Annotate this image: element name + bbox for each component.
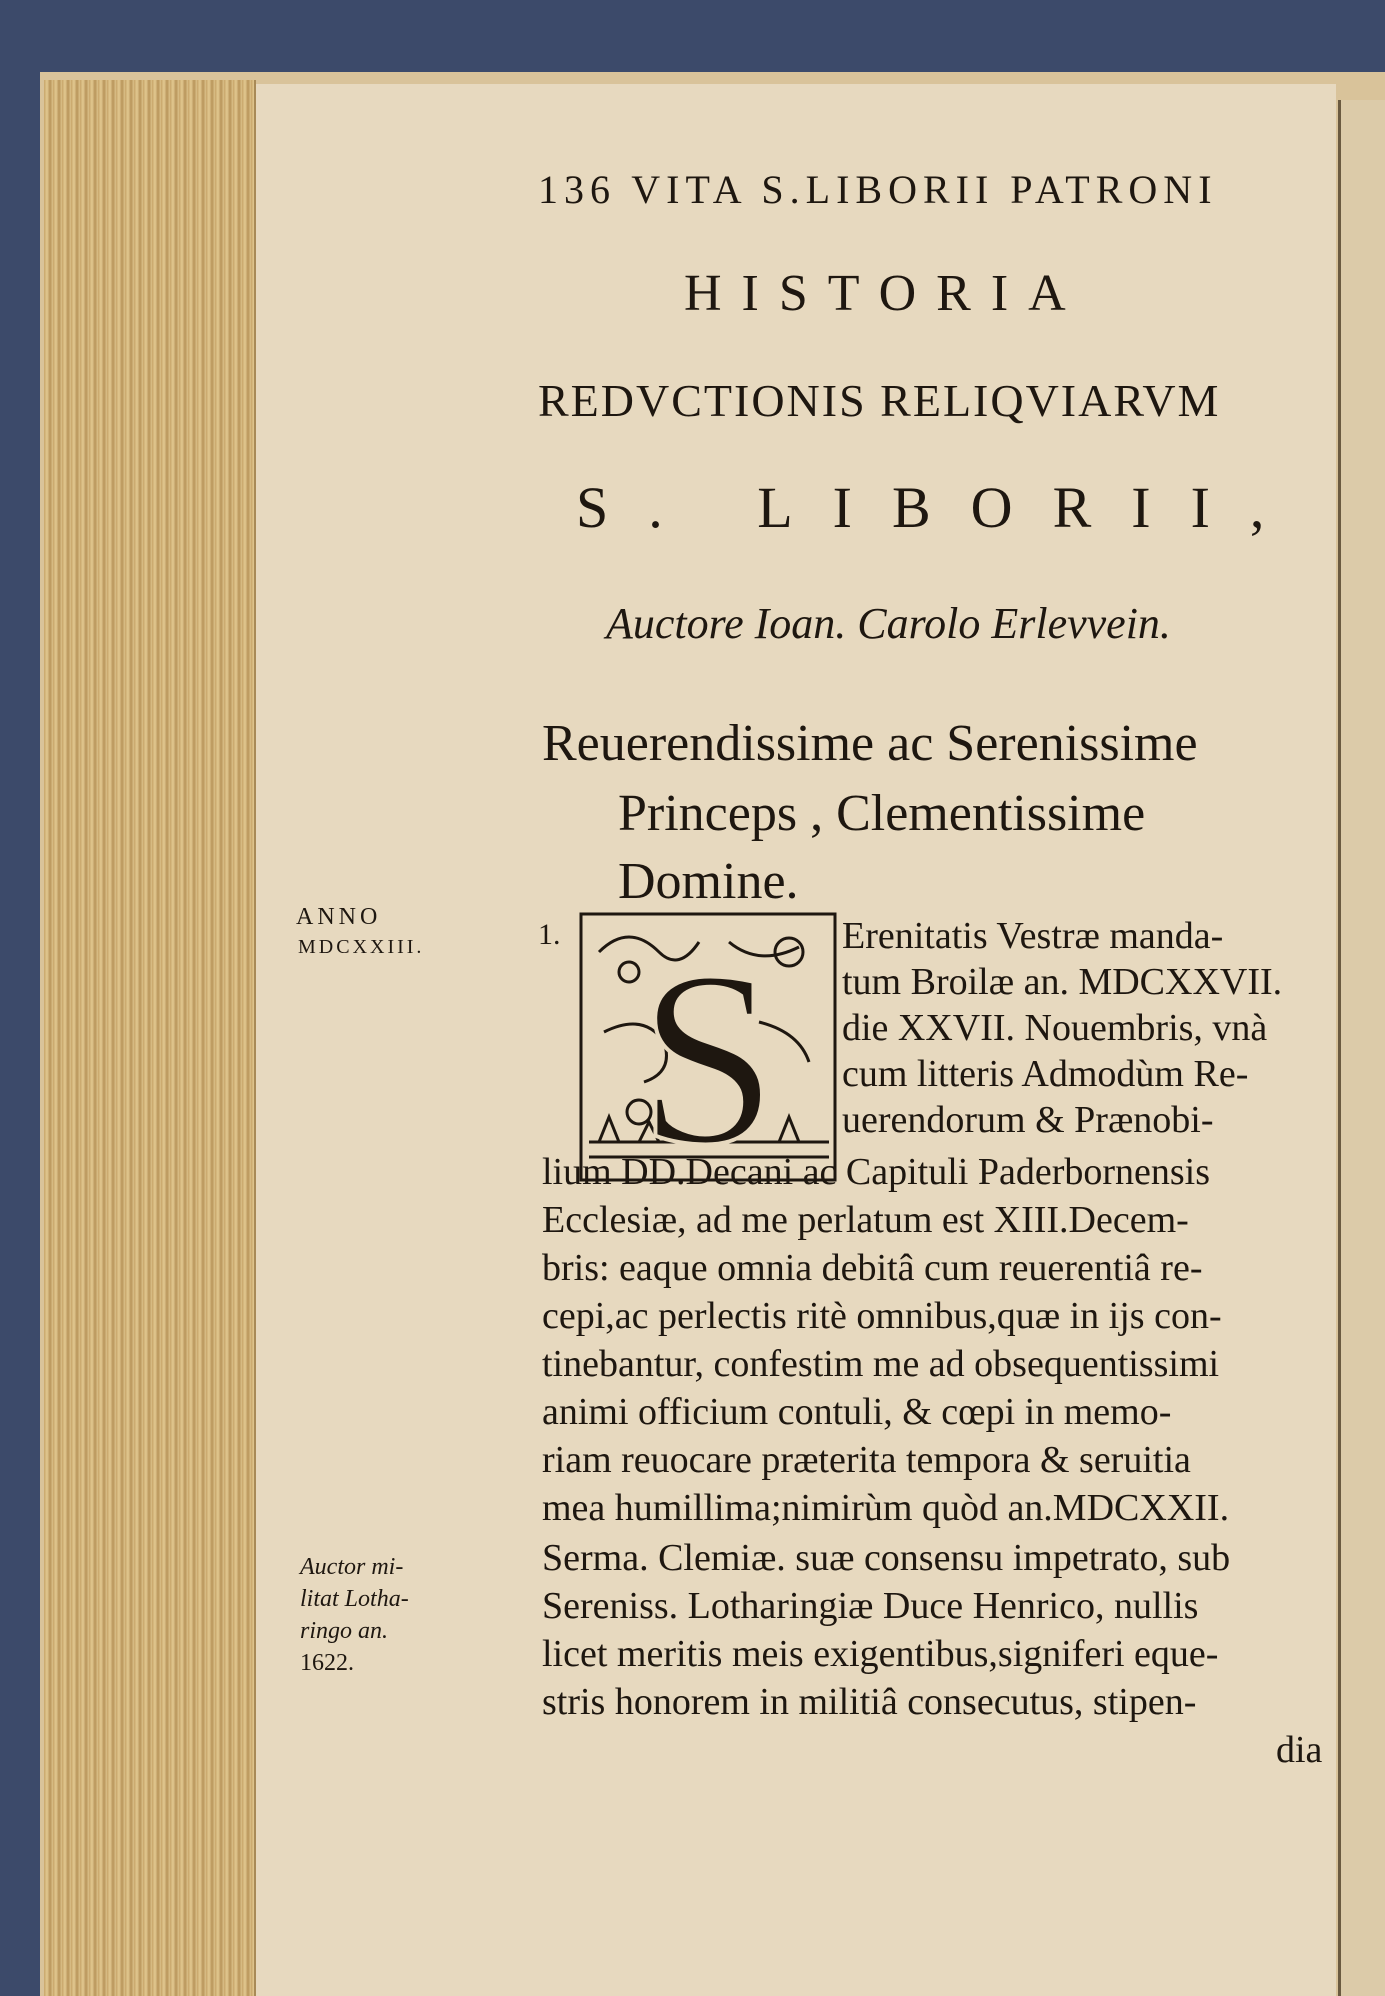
- body-line: tum Broilæ an. MDCXXVII.: [842, 961, 1283, 1003]
- author-line: Auctore Ioan. Carolo Erlevvein.: [606, 599, 1171, 648]
- title-line-2: REDVCTIONIS RELIQVIARVM: [538, 375, 1221, 426]
- running-head: 136 VITA S.LIBORII PATRONI: [538, 167, 1218, 212]
- body-line: Serma. Clemiæ. suæ consensu impetrato, sub: [542, 1537, 1231, 1579]
- body-line: die XXVII. Nouembris, vnà: [842, 1007, 1268, 1049]
- margin-year-value: MDCXXIII.: [298, 936, 425, 958]
- body-line: uerendorum & Prænobi-: [842, 1099, 1214, 1141]
- initial-letter: S: [638, 920, 778, 1182]
- title-line-3: S. LIBORII,: [576, 475, 1305, 540]
- body-line: Erenitatis Vestræ manda-: [842, 915, 1224, 957]
- facing-page-edge: [1338, 100, 1385, 1996]
- body-line: Ecclesiæ, ad me perlatum est XIII.Decem-: [542, 1199, 1189, 1241]
- margin-note-line: ringo an.: [300, 1618, 389, 1644]
- book-page: [256, 84, 1336, 1996]
- salutation-line-1: Reuerendissime ac Serenissime: [542, 715, 1198, 772]
- body-line: lium DD.Decani ac Capituli Paderbornensis: [542, 1151, 1211, 1193]
- salutation-line-2: Princeps , Clementissime: [618, 785, 1146, 842]
- body-line: bris: eaque omnia debitâ cum reuerentiâ re-: [542, 1247, 1203, 1289]
- section-number: 1.: [538, 918, 561, 951]
- book-fore-edge: [44, 80, 256, 1996]
- body-line: Sereniss. Lotharingiæ Duce Henrico, nullis: [542, 1585, 1199, 1627]
- body-line: animi officium contuli, & cœpi in memo-: [542, 1391, 1172, 1433]
- margin-note-line: 1622.: [300, 1650, 354, 1676]
- body-line: mea humillima;nimirùm quòd an.MDCXXII.: [542, 1487, 1230, 1529]
- margin-note-line: Auctor mi-: [300, 1554, 404, 1580]
- body-line: cepi,ac perlectis ritè omnibus,quæ in ijs con-: [542, 1295, 1222, 1337]
- body-line: dia: [1276, 1729, 1323, 1771]
- body-line: licet meritis meis exigentibus,signiferi eque-: [542, 1633, 1219, 1675]
- margin-note-line: litat Lotha-: [300, 1586, 409, 1612]
- salutation-line-3: Domine.: [618, 853, 799, 910]
- title-line-1: HISTORIA: [684, 265, 1086, 322]
- decorated-initial-s: [579, 912, 837, 1182]
- body-line: cum litteris Admodùm Re-: [842, 1053, 1249, 1095]
- body-line: riam reuocare præterita tempora & seruitia: [542, 1439, 1191, 1481]
- margin-year-label: ANNO: [296, 904, 382, 930]
- body-line: stris honorem in militiâ consecutus, stipen-: [542, 1681, 1197, 1723]
- body-line: tinebantur, confestim me ad obsequentissimi: [542, 1343, 1220, 1385]
